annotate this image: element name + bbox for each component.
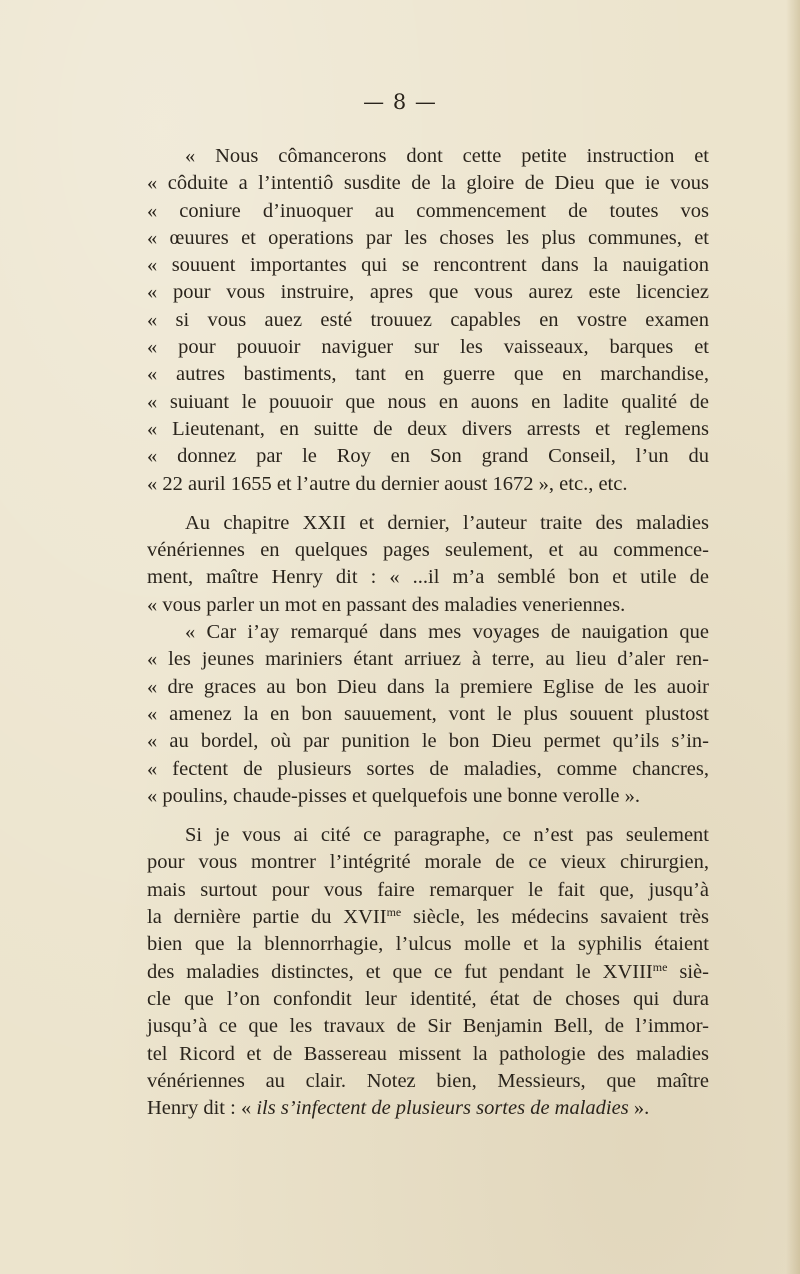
text-line: Si je vous ai cité ce paragraphe, ce n’est pas seulement: [185, 824, 709, 847]
superscript: me: [386, 905, 402, 920]
quote-block-maladies: [147, 619, 709, 810]
quote-line: « donnez par le Roy en Son grand Conseil, l’un du: [147, 445, 709, 468]
quote-line: « si vous auez esté trouuez capables en vostre examen: [147, 308, 709, 331]
paragraph-chapter-xxii: [147, 510, 709, 619]
quote-line: « les jeunes mariniers étant arriuez à terre, au lieu d’aler ren-: [147, 648, 709, 671]
text-fragment: la dernière partie du XVII: [147, 906, 387, 929]
quote-line: « autres bastiments, tant en guerre que en marchandise,: [147, 363, 709, 386]
quote-line: « poulins, chaude-pisses et quelquefois une bonne verolle ».: [147, 784, 641, 807]
quote-line: « Car i’ay remarqué dans mes voyages de nauigation que: [185, 621, 709, 644]
quote-line: « 22 auril 1655 et l’autre du dernier aoust 1672 », etc., etc.: [147, 472, 628, 495]
text-fragment: siè-: [667, 960, 709, 983]
quote-line: « souuent importantes qui se rencontrent dans la nauigation: [147, 254, 709, 277]
text-line: [147, 904, 709, 931]
quote-line: « Lieutenant, en suitte de deux divers arrests et reglemens: [147, 417, 709, 440]
text-line: bien que la blennorrhagie, l’ulcus molle et la syphilis étaient: [147, 933, 709, 956]
quote-line: « pour pouuoir naviguer sur les vaisseaux, barques et: [147, 336, 709, 359]
text-line: ment, maître Henry dit : « ...il m’a semblé bon et utile de: [147, 566, 709, 589]
text-line: [147, 959, 709, 986]
page-number: — 8 —: [363, 90, 437, 114]
quote-line: « au bordel, où par punition le bon Dieu permet qu’ils s’in-: [147, 730, 709, 753]
italic-quote: ils s’infectent de plusieurs sortes de maladies: [256, 1097, 629, 1120]
page-edge-shading: [786, 0, 800, 1274]
text-line: vénériennes au clair. Notez bien, Messieurs, que maître: [147, 1069, 709, 1092]
text-fragment: des maladies distinctes, et que ce fut pendant le XVIII: [147, 960, 653, 983]
quote-line: « Nous cômancerons dont cette petite instruction et: [185, 145, 709, 167]
text-line: [147, 1095, 709, 1122]
quote-block-instruction: [147, 143, 709, 498]
text-line: jusqu’à ce que les travaux de Sir Benjamin Bell, de l’immor-: [147, 1015, 709, 1038]
quote-line: « dre graces au bon Dieu dans la premiere Eglise de les auoir: [147, 675, 709, 698]
text-line: vénériennes en quelques pages seulement, et au commence-: [147, 539, 709, 562]
text-line: tel Ricord et de Bassereau missent la pathologie des maladies: [147, 1042, 709, 1065]
quote-line: « œuures et operations par les choses les plus communes, et: [147, 226, 709, 249]
text-fragment: ».: [628, 1097, 650, 1120]
quote-line: « côduite a l’intentiô susdite de la gloire de Dieu que ie vous: [147, 172, 709, 195]
text-line: pour vous montrer l’intégrité morale de ce vieux chirurgien,: [147, 851, 709, 874]
page-body: [147, 143, 709, 1122]
quote-line: « coniure d’inuoquer au commencement de toutes vos: [147, 199, 709, 222]
quote-line: « amenez la en bon sauuement, vont le plus souuent plustost: [147, 702, 709, 725]
quote-line: « fectent de plusieurs sortes de maladies, comme chancres,: [147, 757, 709, 780]
quote-line: « pour vous instruire, apres que vous aurez este licenciez: [147, 281, 709, 304]
text-line: « vous parler un mot en passant des maladies veneriennes.: [147, 593, 626, 616]
paragraph-conclusion: [147, 822, 709, 1122]
quote-line: « suiuant le pouuoir que nous en auons en ladite qualité de: [147, 390, 709, 413]
text-line: Au chapitre XXII et dernier, l’auteur traite des maladies: [185, 511, 709, 534]
superscript: me: [652, 959, 668, 974]
text-line: cle que l’on confondit leur identité, état de choses qui dura: [147, 987, 709, 1010]
text-line: mais surtout pour vous faire remarquer le fait que, jusqu’à: [147, 878, 709, 901]
text-fragment: siècle, les médecins savaient très: [401, 906, 709, 929]
text-fragment: Henry dit : «: [147, 1097, 257, 1120]
